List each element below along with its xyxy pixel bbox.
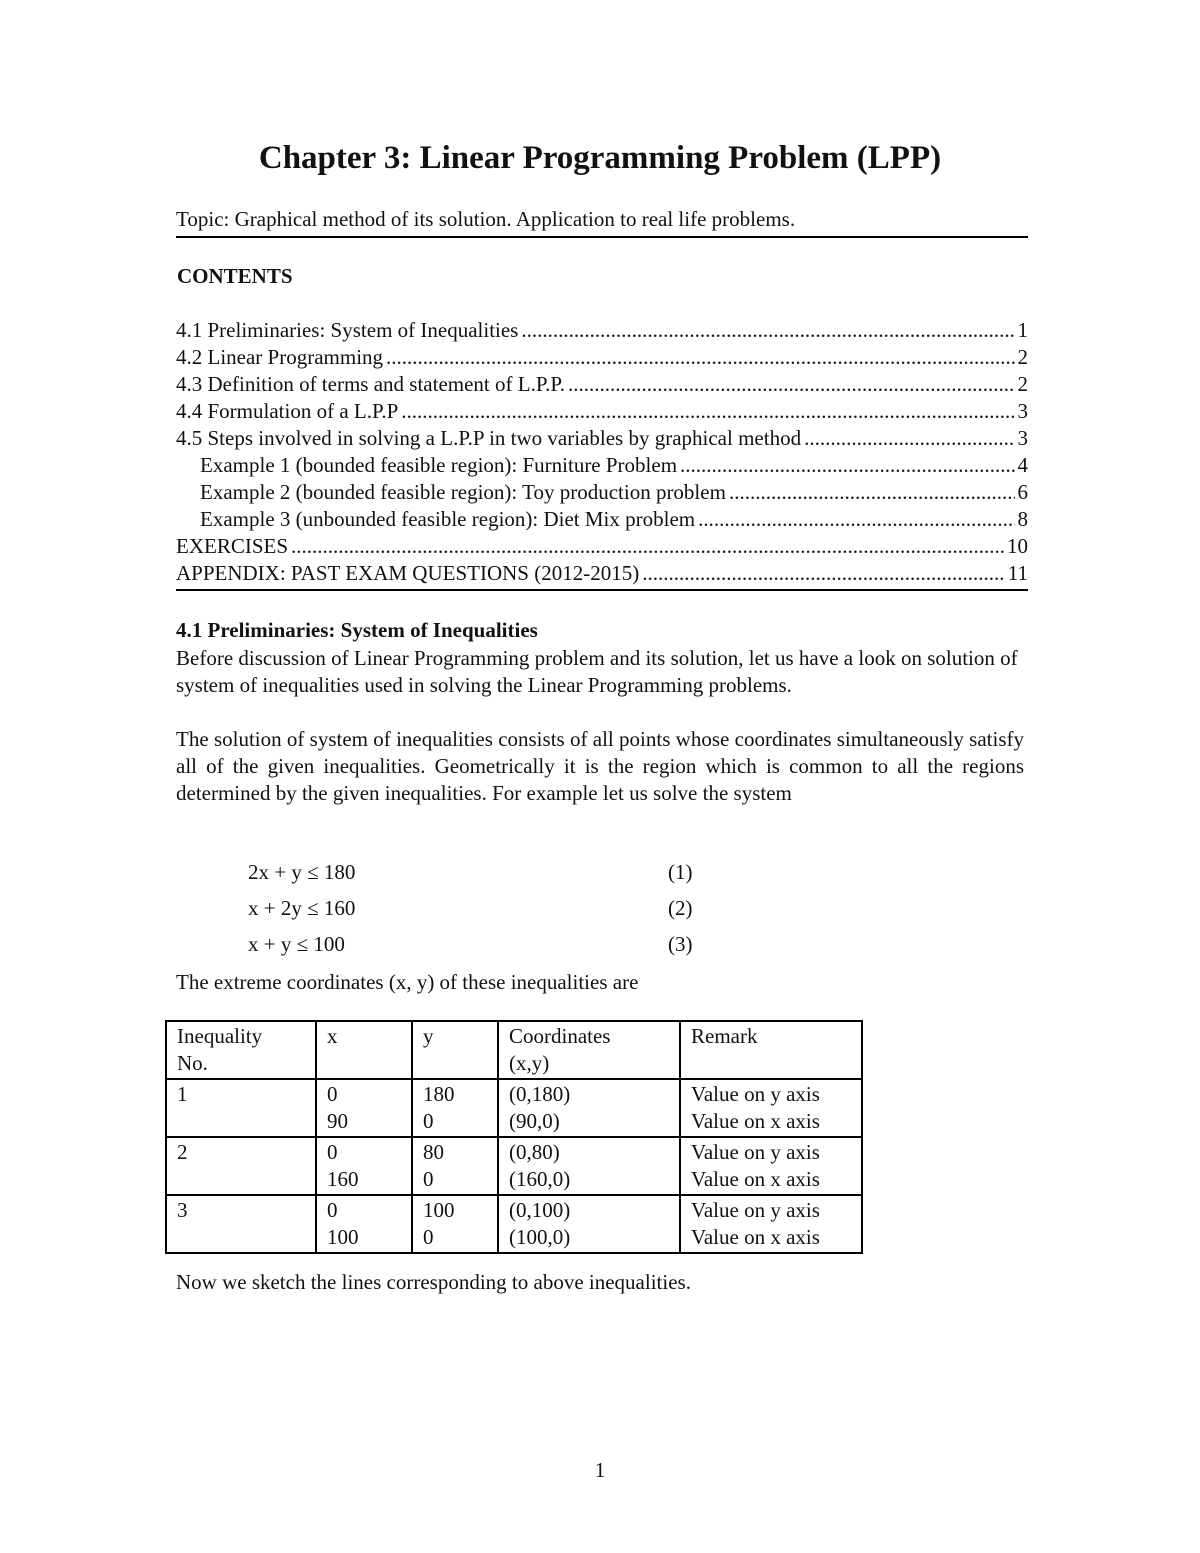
header-y: y bbox=[412, 1021, 498, 1079]
toc-entry[interactable] bbox=[176, 425, 1028, 452]
cell-coordinates: (0,180) (90,0) bbox=[498, 1079, 680, 1137]
toc-entry[interactable] bbox=[176, 479, 1028, 506]
table-header-row bbox=[166, 1021, 862, 1079]
toc-leader-dots bbox=[291, 533, 1004, 560]
cell-inequality-no: 1 bbox=[166, 1079, 316, 1137]
toc-entry-title: 4.2 Linear Programming bbox=[176, 345, 384, 369]
inequality-row bbox=[248, 860, 708, 896]
toc-leader-dots bbox=[804, 425, 1014, 452]
cell-x: 0 100 bbox=[316, 1195, 412, 1253]
toc-entry-page: 6 bbox=[1017, 480, 1028, 504]
equation-number: (2) bbox=[668, 896, 693, 920]
toc-entry-title: Example 3 (unbounded feasible region): Diet Mix problem bbox=[200, 507, 696, 531]
header-coordinates: Coordinates (x,y) bbox=[498, 1021, 680, 1079]
toc-entry-title: 4.1 Preliminaries: System of Inequalities bbox=[176, 318, 519, 342]
closing-sentence: Now we sketch the lines corresponding to above inequalities. bbox=[176, 1270, 691, 1294]
inequality-expression: 2x + y ≤ 180 bbox=[248, 860, 356, 884]
inequality-expression: x + y ≤ 100 bbox=[248, 932, 345, 956]
page-number: 1 bbox=[594, 1458, 606, 1482]
cell-coordinates: (0,80) (160,0) bbox=[498, 1137, 680, 1195]
table-row bbox=[166, 1079, 862, 1137]
toc-entry-page: 2 bbox=[1017, 345, 1028, 369]
toc-entry-title: 4.5 Steps involved in solving a L.P.P in two variables by graphical method bbox=[176, 426, 802, 450]
toc-entry-page: 4 bbox=[1017, 453, 1028, 477]
header-remark: Remark bbox=[680, 1021, 862, 1079]
toc-entry-page: 10 bbox=[1007, 534, 1028, 558]
toc-entry-title: EXERCISES bbox=[176, 534, 289, 558]
toc-entry[interactable] bbox=[176, 371, 1028, 398]
cell-inequality-no: 3 bbox=[166, 1195, 316, 1253]
cell-remark: Value on y axis Value on x axis bbox=[680, 1079, 862, 1137]
cell-y: 180 0 bbox=[412, 1079, 498, 1137]
section-heading: 4.1 Preliminaries: System of Inequalities bbox=[176, 618, 538, 642]
toc-leader-dots bbox=[386, 344, 1014, 371]
inequality-row bbox=[248, 896, 708, 932]
toc-entry[interactable] bbox=[176, 452, 1028, 479]
toc-entry-title: APPENDIX: PAST EXAM QUESTIONS (2012-2015) bbox=[176, 561, 640, 585]
toc-leader-dots bbox=[729, 479, 1015, 506]
table-row bbox=[166, 1195, 862, 1253]
inequality-row bbox=[248, 932, 708, 968]
contents-heading: CONTENTS bbox=[177, 264, 293, 288]
toc-entry[interactable] bbox=[176, 533, 1028, 560]
header-inequality-no: Inequality No. bbox=[166, 1021, 316, 1079]
inequality-expression: x + 2y ≤ 160 bbox=[248, 896, 356, 920]
toc-entry[interactable] bbox=[176, 317, 1028, 344]
toc-entry-page: 1 bbox=[1017, 318, 1028, 342]
toc-entry-page: 8 bbox=[1017, 507, 1028, 531]
topic-line: Topic: Graphical method of its solution. Application to real life problems. bbox=[176, 207, 1028, 238]
inequality-system bbox=[248, 860, 708, 968]
toc-entry-page: 11 bbox=[1007, 561, 1028, 585]
cell-remark: Value on y axis Value on x axis bbox=[680, 1137, 862, 1195]
cell-coordinates: (0,100) (100,0) bbox=[498, 1195, 680, 1253]
toc-leader-dots bbox=[401, 398, 1014, 425]
equation-number: (1) bbox=[668, 860, 693, 884]
toc-entry-page: 2 bbox=[1017, 372, 1028, 396]
coordinates-table bbox=[165, 1020, 863, 1254]
header-x: x bbox=[316, 1021, 412, 1079]
toc-entry-title: Example 2 (bounded feasible region): Toy production problem bbox=[200, 480, 726, 504]
table-of-contents bbox=[176, 317, 1028, 591]
toc-leader-dots bbox=[521, 317, 1014, 344]
toc-entry[interactable] bbox=[176, 344, 1028, 371]
cell-inequality-no: 2 bbox=[166, 1137, 316, 1195]
toc-entry[interactable] bbox=[176, 398, 1028, 425]
chapter-title: Chapter 3: Linear Programming Problem (LPP) bbox=[258, 140, 942, 176]
toc-leader-dots bbox=[680, 452, 1014, 479]
cell-y: 100 0 bbox=[412, 1195, 498, 1253]
toc-entry-title: 4.3 Definition of terms and statement of L.P.P. bbox=[176, 372, 566, 396]
toc-entry-title: Example 1 (bounded feasible region): Furniture Problem bbox=[200, 453, 678, 477]
toc-leader-dots bbox=[568, 371, 1014, 398]
cell-x: 0 90 bbox=[316, 1079, 412, 1137]
cell-x: 0 160 bbox=[316, 1137, 412, 1195]
cell-y: 80 0 bbox=[412, 1137, 498, 1195]
toc-leader-dots bbox=[642, 560, 1005, 587]
toc-entry-title: 4.4 Formulation of a L.P.P bbox=[176, 399, 399, 423]
section-paragraph: The solution of system of inequalities consists of all points whose coordinates simultaneously satisfy all of the given inequalities. Geometrically it is the region which is common to all the regions determined by the given inequalities. For example let us solve the system bbox=[176, 727, 1024, 805]
toc-entry[interactable] bbox=[176, 506, 1028, 533]
toc-leader-dots bbox=[698, 506, 1014, 533]
section-paragraph: Before discussion of Linear Programming problem and its solution, let us have a look on solution of system of inequalities used in solving the Linear Programming problems. bbox=[176, 646, 1018, 697]
toc-entry-page: 3 bbox=[1017, 426, 1028, 450]
equation-number: (3) bbox=[668, 932, 693, 956]
toc-entry[interactable] bbox=[176, 560, 1028, 587]
toc-entry-page: 3 bbox=[1017, 399, 1028, 423]
table-row bbox=[166, 1137, 862, 1195]
cell-remark: Value on y axis Value on x axis bbox=[680, 1195, 862, 1253]
table-intro-text: The extreme coordinates (x, y) of these inequalities are bbox=[176, 970, 639, 994]
